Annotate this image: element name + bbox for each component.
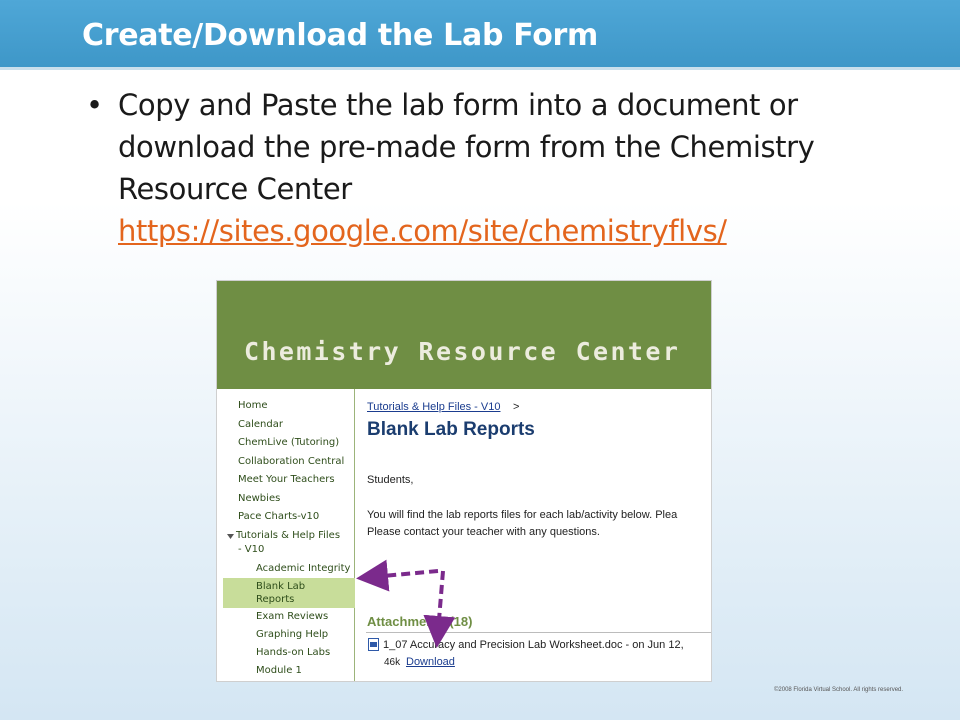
sidebar-item-graphing-help[interactable]: Graphing Help <box>256 629 329 640</box>
attachment-filename: 1_07 Accuracy and Precision Lab Worksheet.doc - on Jun 12, <box>383 639 684 651</box>
sidebar-item-tutorials[interactable]: Tutorials & Help Files <box>236 530 341 541</box>
site-title: Chemistry Resource Center <box>244 337 681 366</box>
greeting-text: Students, <box>367 474 414 486</box>
sidebar-item-chemlive[interactable]: ChemLive (Tutoring) <box>238 437 340 448</box>
sidebar-item-exam-reviews[interactable]: Exam Reviews <box>256 611 329 622</box>
breadcrumb-separator: > <box>513 401 520 413</box>
slide-title: Create/Download the Lab Form <box>82 18 598 53</box>
bullet-icon: • <box>86 88 104 122</box>
resource-center-link[interactable]: https://sites.google.com/site/chemistryflvs/ <box>118 214 727 248</box>
sidebar-item-calendar[interactable]: Calendar <box>238 419 283 430</box>
attachments-heading: Attachments (18) <box>367 614 473 629</box>
download-link[interactable]: Download <box>406 656 455 668</box>
instructions-line-1: You will find the lab reports files for each lab/activity below. Plea <box>367 509 678 521</box>
arrow-to-blank-lab-reports <box>372 571 438 577</box>
copyright-notice: ©2008 Florida Virtual School. All rights reserved. <box>774 687 904 693</box>
sidebar-item-hands-on-labs[interactable]: Hands-on Labs <box>256 647 331 658</box>
sidebar-item-blank-lab[interactable]: Blank Lab <box>256 581 306 592</box>
sidebar-item-tutorials-version: - V10 <box>238 544 265 555</box>
sidebar-item-home[interactable]: Home <box>238 400 268 411</box>
arrow-to-download <box>438 571 443 632</box>
bullet-text: Copy and Paste the lab form into a document or download the pre-made form from the Chemistry Resource Center <box>118 88 815 206</box>
breadcrumb-link[interactable]: Tutorials & Help Files - V10 <box>367 401 501 413</box>
sidebar-item-pace-charts[interactable]: Pace Charts-v10 <box>238 511 320 522</box>
sidebar-item-meet-teachers[interactable]: Meet Your Teachers <box>238 474 335 485</box>
sidebar-item-academic-integrity[interactable]: Academic Integrity <box>256 563 351 574</box>
page-heading: Blank Lab Reports <box>367 419 535 440</box>
sidebar-item-newbies[interactable]: Newbies <box>238 493 281 504</box>
sidebar-item-module-1[interactable]: Module 1 <box>256 665 302 676</box>
sidebar-item-blank-lab-reports[interactable]: Reports <box>256 594 295 605</box>
instructions-line-2: Please contact your teacher with any questions. <box>367 526 600 538</box>
attachment-size: 46k <box>384 657 401 668</box>
sidebar-item-collaboration[interactable]: Collaboration Central <box>238 456 345 467</box>
